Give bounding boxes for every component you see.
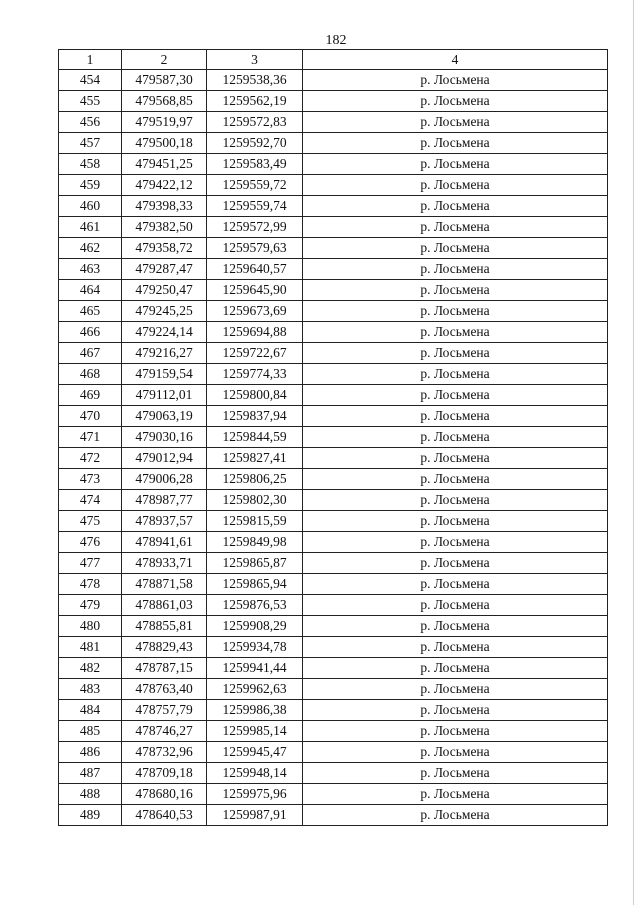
x-coordinate-cell: 479006,28 [122,469,207,490]
x-coordinate-cell: 479358,72 [122,238,207,259]
y-coordinate-cell: 1259975,96 [207,784,303,805]
table-row [59,721,608,742]
table-row [59,322,608,343]
y-coordinate-cell: 1259985,14 [207,721,303,742]
y-coordinate-cell: 1259579,63 [207,238,303,259]
description-cell: р. Лосьмена [303,406,608,427]
description-cell: р. Лосьмена [303,364,608,385]
y-coordinate-cell: 1259941,44 [207,658,303,679]
table-row [59,301,608,322]
description-cell: р. Лосьмена [303,154,608,175]
point-number-cell: 475 [59,511,122,532]
point-number-cell: 478 [59,574,122,595]
description-cell: р. Лосьмена [303,217,608,238]
description-cell: р. Лосьмена [303,532,608,553]
point-number-cell: 487 [59,763,122,784]
x-coordinate-cell: 479112,01 [122,385,207,406]
description-cell: р. Лосьмена [303,553,608,574]
description-cell: р. Лосьмена [303,343,608,364]
table-row [59,532,608,553]
point-number-cell: 472 [59,448,122,469]
table-row [59,511,608,532]
x-coordinate-cell: 479159,54 [122,364,207,385]
description-cell: р. Лосьмена [303,469,608,490]
description-cell: р. Лосьмена [303,721,608,742]
x-coordinate-cell: 479250,47 [122,280,207,301]
x-coordinate-cell: 479216,27 [122,343,207,364]
point-number-cell: 464 [59,280,122,301]
y-coordinate-cell: 1259865,94 [207,574,303,595]
table-row [59,679,608,700]
point-number-cell: 455 [59,91,122,112]
x-coordinate-cell: 478861,03 [122,595,207,616]
table-row [59,259,608,280]
table-row [59,616,608,637]
page-number: 182 [325,33,347,48]
x-coordinate-cell: 478787,15 [122,658,207,679]
table-row [59,553,608,574]
point-number-cell: 460 [59,196,122,217]
table-row [59,574,608,595]
x-coordinate-cell: 479287,47 [122,259,207,280]
table-row [59,217,608,238]
point-number-cell: 466 [59,322,122,343]
coordinates-table [58,49,608,826]
point-number-cell: 483 [59,679,122,700]
point-number-cell: 482 [59,658,122,679]
table-row [59,91,608,112]
description-cell: р. Лосьмена [303,700,608,721]
table-header-row [59,50,608,70]
x-coordinate-cell: 478829,43 [122,637,207,658]
description-cell: р. Лосьмена [303,280,608,301]
x-coordinate-cell: 478680,16 [122,784,207,805]
x-coordinate-cell: 479012,94 [122,448,207,469]
y-coordinate-cell: 1259802,30 [207,490,303,511]
description-cell: р. Лосьмена [303,238,608,259]
page-edge-line [633,0,634,905]
description-cell: р. Лосьмена [303,385,608,406]
x-coordinate-cell: 478987,77 [122,490,207,511]
description-cell: р. Лосьмена [303,742,608,763]
y-coordinate-cell: 1259837,94 [207,406,303,427]
point-number-cell: 456 [59,112,122,133]
y-coordinate-cell: 1259645,90 [207,280,303,301]
point-number-cell: 473 [59,469,122,490]
point-number-cell: 458 [59,154,122,175]
table-row [59,637,608,658]
description-cell: р. Лосьмена [303,784,608,805]
table-body [59,70,608,826]
y-coordinate-cell: 1259908,29 [207,616,303,637]
y-coordinate-cell: 1259800,84 [207,385,303,406]
table-row [59,406,608,427]
y-coordinate-cell: 1259592,70 [207,133,303,154]
table-row [59,805,608,826]
table-row [59,595,608,616]
description-cell: р. Лосьмена [303,595,608,616]
description-cell: р. Лосьмена [303,448,608,469]
y-coordinate-cell: 1259572,83 [207,112,303,133]
table-row [59,112,608,133]
point-number-cell: 461 [59,217,122,238]
y-coordinate-cell: 1259694,88 [207,322,303,343]
point-number-cell: 484 [59,700,122,721]
x-coordinate-cell: 478746,27 [122,721,207,742]
y-coordinate-cell: 1259849,98 [207,532,303,553]
x-coordinate-cell: 478871,58 [122,574,207,595]
table-row [59,133,608,154]
x-coordinate-cell: 478732,96 [122,742,207,763]
description-cell: р. Лосьмена [303,679,608,700]
description-cell: р. Лосьмена [303,637,608,658]
y-coordinate-cell: 1259987,91 [207,805,303,826]
point-number-cell: 463 [59,259,122,280]
y-coordinate-cell: 1259806,25 [207,469,303,490]
description-cell: р. Лосьмена [303,175,608,196]
description-cell: р. Лосьмена [303,805,608,826]
table-row [59,763,608,784]
point-number-cell: 477 [59,553,122,574]
table-row [59,280,608,301]
y-coordinate-cell: 1259948,14 [207,763,303,784]
description-cell: р. Лосьмена [303,259,608,280]
table-row [59,658,608,679]
x-coordinate-cell: 479382,50 [122,217,207,238]
column-header-1: 1 [59,50,122,70]
point-number-cell: 471 [59,427,122,448]
point-number-cell: 454 [59,70,122,91]
description-cell: р. Лосьмена [303,658,608,679]
y-coordinate-cell: 1259774,33 [207,364,303,385]
point-number-cell: 474 [59,490,122,511]
description-cell: р. Лосьмена [303,427,608,448]
description-cell: р. Лосьмена [303,301,608,322]
point-number-cell: 457 [59,133,122,154]
point-number-cell: 488 [59,784,122,805]
y-coordinate-cell: 1259673,69 [207,301,303,322]
y-coordinate-cell: 1259559,74 [207,196,303,217]
x-coordinate-cell: 478941,61 [122,532,207,553]
table-row [59,196,608,217]
table-row [59,238,608,259]
description-cell: р. Лосьмена [303,196,608,217]
description-cell: р. Лосьмена [303,511,608,532]
x-coordinate-cell: 479519,97 [122,112,207,133]
point-number-cell: 469 [59,385,122,406]
description-cell: р. Лосьмена [303,70,608,91]
y-coordinate-cell: 1259986,38 [207,700,303,721]
point-number-cell: 462 [59,238,122,259]
x-coordinate-cell: 478933,71 [122,553,207,574]
point-number-cell: 480 [59,616,122,637]
table-row [59,490,608,511]
x-coordinate-cell: 478709,18 [122,763,207,784]
point-number-cell: 481 [59,637,122,658]
point-number-cell: 468 [59,364,122,385]
x-coordinate-cell: 478640,53 [122,805,207,826]
x-coordinate-cell: 478757,79 [122,700,207,721]
point-number-cell: 467 [59,343,122,364]
x-coordinate-cell: 479587,30 [122,70,207,91]
y-coordinate-cell: 1259876,53 [207,595,303,616]
x-coordinate-cell: 479568,85 [122,91,207,112]
y-coordinate-cell: 1259865,87 [207,553,303,574]
y-coordinate-cell: 1259962,63 [207,679,303,700]
x-coordinate-cell: 479030,16 [122,427,207,448]
description-cell: р. Лосьмена [303,133,608,154]
description-cell: р. Лосьмена [303,322,608,343]
y-coordinate-cell: 1259815,59 [207,511,303,532]
description-cell: р. Лосьмена [303,112,608,133]
table-row [59,70,608,91]
x-coordinate-cell: 479398,33 [122,196,207,217]
table-row [59,700,608,721]
point-number-cell: 470 [59,406,122,427]
y-coordinate-cell: 1259722,67 [207,343,303,364]
description-cell: р. Лосьмена [303,91,608,112]
point-number-cell: 476 [59,532,122,553]
x-coordinate-cell: 478763,40 [122,679,207,700]
y-coordinate-cell: 1259640,57 [207,259,303,280]
table-row [59,154,608,175]
x-coordinate-cell: 479224,14 [122,322,207,343]
y-coordinate-cell: 1259562,19 [207,91,303,112]
point-number-cell: 485 [59,721,122,742]
point-number-cell: 489 [59,805,122,826]
description-cell: р. Лосьмена [303,763,608,784]
x-coordinate-cell: 479451,25 [122,154,207,175]
column-header-2: 2 [122,50,207,70]
description-cell: р. Лосьмена [303,574,608,595]
column-header-4: 4 [303,50,608,70]
x-coordinate-cell: 478937,57 [122,511,207,532]
y-coordinate-cell: 1259583,49 [207,154,303,175]
y-coordinate-cell: 1259844,59 [207,427,303,448]
table-row [59,448,608,469]
table-row [59,175,608,196]
table-row [59,784,608,805]
description-cell: р. Лосьмена [303,490,608,511]
table-row [59,385,608,406]
table-row [59,343,608,364]
x-coordinate-cell: 478855,81 [122,616,207,637]
y-coordinate-cell: 1259538,36 [207,70,303,91]
y-coordinate-cell: 1259572,99 [207,217,303,238]
table-row [59,469,608,490]
point-number-cell: 486 [59,742,122,763]
y-coordinate-cell: 1259945,47 [207,742,303,763]
x-coordinate-cell: 479063,19 [122,406,207,427]
point-number-cell: 479 [59,595,122,616]
description-cell: р. Лосьмена [303,616,608,637]
x-coordinate-cell: 479422,12 [122,175,207,196]
point-number-cell: 465 [59,301,122,322]
y-coordinate-cell: 1259934,78 [207,637,303,658]
x-coordinate-cell: 479500,18 [122,133,207,154]
y-coordinate-cell: 1259559,72 [207,175,303,196]
point-number-cell: 459 [59,175,122,196]
table-row [59,364,608,385]
table-row [59,742,608,763]
y-coordinate-cell: 1259827,41 [207,448,303,469]
table-row [59,427,608,448]
x-coordinate-cell: 479245,25 [122,301,207,322]
column-header-3: 3 [207,50,303,70]
